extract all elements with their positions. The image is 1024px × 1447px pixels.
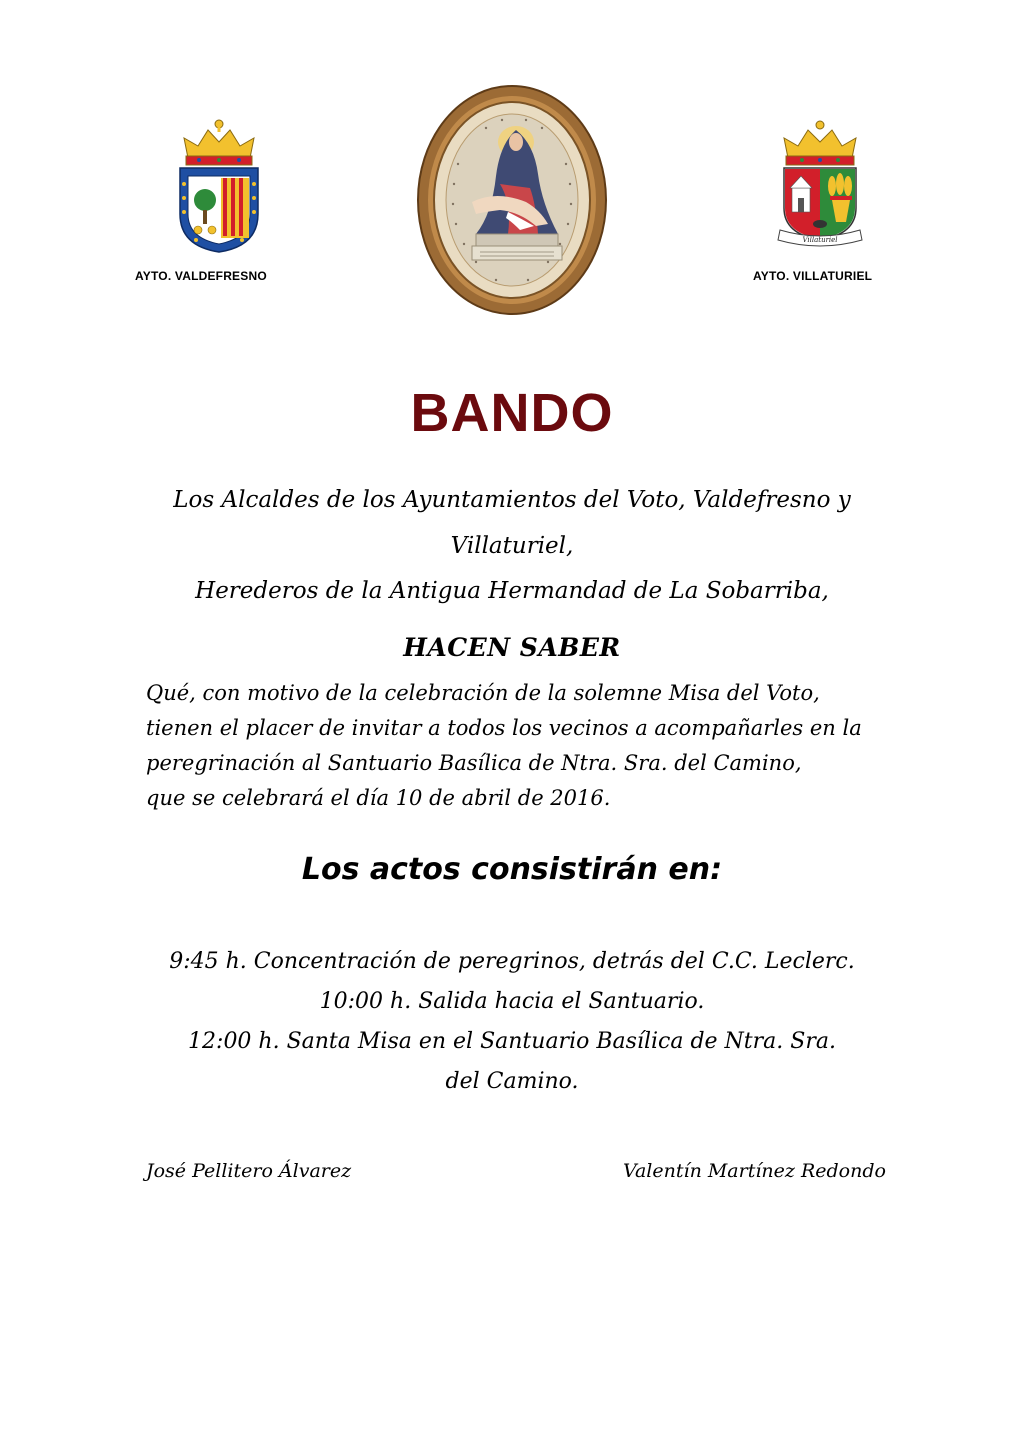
right-caption: AYTO. VILLATURIEL [753, 269, 873, 283]
signature-left: José Pellitero Álvarez [146, 1160, 352, 1182]
body-line: tienen el placer de invitar a todos los vecinos a acompañarles en la [146, 716, 862, 740]
body-paragraph [146, 676, 878, 816]
intro-paragraph [0, 477, 1024, 569]
schedule-item: 12:00 h. Santa Misa en el Santuario Basílica de Ntra. Sra. [188, 1029, 836, 1054]
crest-banner-text: Villaturiel [802, 236, 838, 244]
intro-line: Los Alcaldes de los Ayuntamientos del Voto, Valdefresno y [173, 487, 851, 513]
heirs-line: Herederos de la Antigua Hermandad de La Sobarriba, [195, 578, 829, 604]
schedule-item: 9:45 h. Concentración de peregrinos, detrás del C.C. Leclerc. [169, 949, 855, 974]
schedule-item: del Camino. [445, 1069, 579, 1094]
document-title: BANDO [410, 383, 614, 443]
crown-icon [184, 120, 254, 165]
crown-icon [784, 121, 856, 165]
left-caption: AYTO. VALDEFRESNO [135, 269, 267, 283]
signature-right: Valentín Martínez Redondo [623, 1160, 886, 1182]
villaturiel-coat-of-arms-icon [770, 118, 870, 250]
acts-heading: Los actos consistirán en: [301, 852, 723, 887]
body-line: que se celebrará el día 10 de abril de 2016. [146, 786, 611, 810]
pieta-religious-painting-icon [416, 84, 608, 316]
schedule-item: 10:00 h. Salida hacia el Santuario. [319, 989, 705, 1014]
body-line: Qué, con motivo de la celebración de la solemne Misa del Voto, [146, 681, 820, 705]
intro-line: Villaturiel, [450, 533, 574, 559]
valdefresno-coat-of-arms-icon [174, 114, 264, 254]
schedule-list [0, 942, 1024, 1102]
body-line: peregrinación al Santuario Basílica de Ntra. Sra. del Camino, [146, 751, 802, 775]
announce-heading: HACEN SABER [403, 633, 621, 662]
